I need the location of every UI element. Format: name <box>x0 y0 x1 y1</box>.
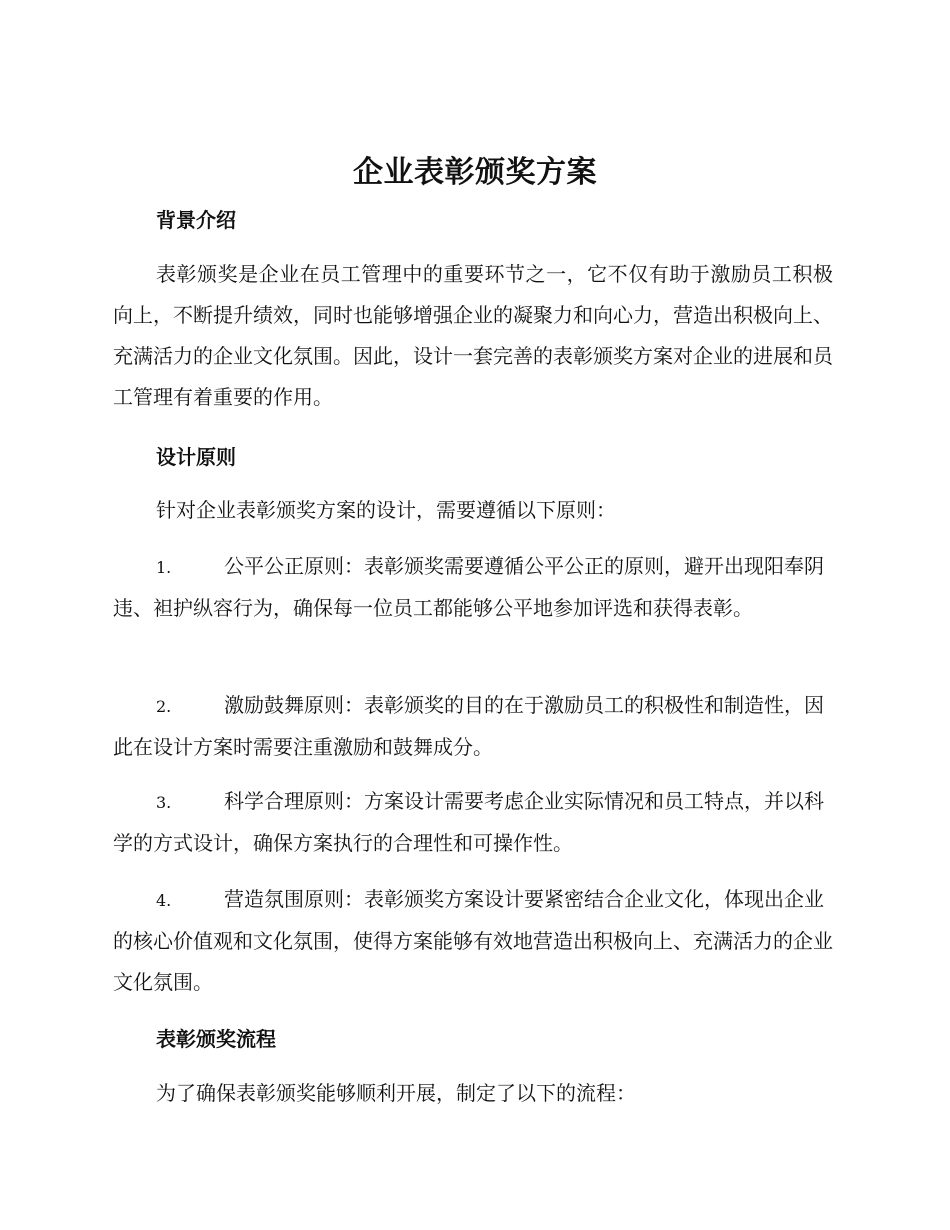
section-heading-process: 表彰颁奖流程 <box>156 1027 276 1051</box>
principles-intro: 针对企业表彰颁奖方案的设计，需要遵循以下原则： <box>156 498 616 522</box>
list-item-text: 激励鼓舞原则：表彰颁奖的目的在于激励员工的积极性和制造性，因此在设计方案时需要注重激励和鼓舞成分。 <box>113 693 824 759</box>
list-item-text: 营造氛围原则：表彰颁奖方案设计要紧密结合企业文化，体现出企业的核心价值观和文化氛围，使得方案能够有效地营造出积极向上、充满活力的企业文化氛围。 <box>113 887 833 994</box>
section-heading-background: 背景介绍 <box>156 208 236 232</box>
list-item-text: 科学合理原则：方案设计需要考虑企业实际情况和员工特点，并以科学的方式设计，确保方案执行的合理性和可操作性。 <box>113 789 824 855</box>
list-item-number: 1. <box>156 558 172 577</box>
list-item <box>113 685 833 768</box>
list-item <box>113 546 833 629</box>
document-title: 企业表彰颁奖方案 <box>353 155 597 190</box>
background-paragraph: 表彰颁奖是企业在员工管理中的重要环节之一，它不仅有助于激励员工积极向上，不断提升绩效，同时也能够增强企业的凝聚力和向心力，营造出积极向上、充满活力的企业文化氛围。因此，设计一套完善的表彰颁奖方案对企业的进展和员工管理有着重要的作用。 <box>113 262 833 409</box>
list-item-number: 4. <box>156 891 172 910</box>
list-item <box>113 879 833 1003</box>
list-item-text: 公平公正原则：表彰颁奖需要遵循公平公正的原则，避开出现阳奉阴违、袒护纵容行为，确保每一位员工都能够公平地参加评选和获得表彰。 <box>113 554 824 620</box>
list-item <box>113 781 833 864</box>
list-item-number: 2. <box>156 697 172 716</box>
process-intro: 为了确保表彰颁奖能够顺利开展，制定了以下的流程： <box>156 1081 636 1105</box>
section-heading-principles: 设计原则 <box>156 445 236 469</box>
list-item-number: 3. <box>156 793 172 812</box>
